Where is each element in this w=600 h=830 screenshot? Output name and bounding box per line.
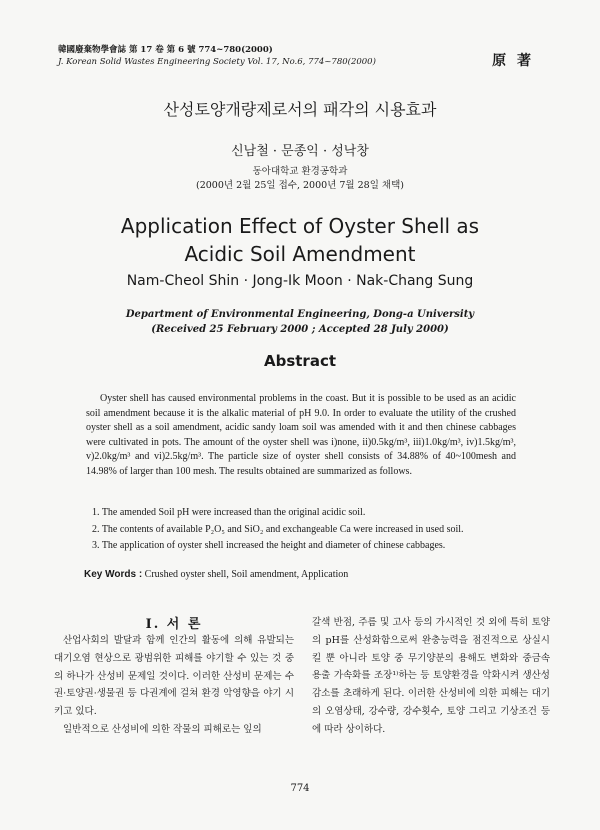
english-authors: Nam-Cheol Shin · Jong-Ik Moon · Nak-Chang Sung	[126, 273, 474, 289]
article-type-label: 原 著	[492, 53, 534, 69]
results-item: 1. The amended Soil pH were increased than the original acidic soil.	[92, 507, 366, 518]
left-column	[54, 632, 294, 739]
journal-citation-english: J. Korean Solid Wastes Engineering Society Vol. 17, No.6, 774~780(2000)	[58, 57, 376, 67]
results-item: 2. The contents of available P₂O₅ and SiO₂ and exchangeable Ca were increased in used soil.	[92, 523, 464, 535]
right-column	[312, 614, 550, 739]
korean-title: 산성토양개량제로서의 패각의 시용효과	[163, 100, 437, 119]
english-title-line2: Acidic Soil Amendment	[184, 242, 416, 266]
english-received-dates: (Received 25 February 2000 ; Accepted 28 July 2000)	[151, 324, 449, 335]
korean-received-dates: (2000년 2월 25일 접수, 2000년 7월 28일 채택)	[196, 180, 404, 191]
english-affiliation: Department of Environmental Engineering, Dong-a University	[125, 309, 475, 320]
korean-authors: 신남철 · 문종익 · 성낙창	[231, 144, 369, 159]
korean-affiliation-block	[0, 165, 600, 193]
abstract-body: Oyster shell has caused environmental problems in the coast. But it is possible to be used as an acidic soil amendment because it is the alkalic material of pH 9.0. In order to evaluate the utility of the crushed oyster shell as a soil amendment, acidic sandy loam soil was amended with it and then chinese cabbages were cultivated in pots. The amount of the oyster shell was i)none, ii)0.5kg/m³, iii)1.0kg/m³, iv)1.5kg/m³, v)2.0kg/m³ and vi)2.5kg/m³. The particle size of oyster shell consists of 34.88% of 40~100mesh and 14.98% of larger than 100 mesh. The results obtained are summarized as follows.	[86, 393, 516, 477]
results-list	[92, 505, 512, 555]
english-title	[0, 212, 600, 268]
journal-citation-korean: 韓國廢棄物學會誌 第 17 卷 第 6 號 774~780(2000)	[58, 45, 273, 55]
keywords-label: Key Words :	[84, 569, 143, 580]
section-heading: I. 서 론	[145, 617, 203, 632]
keywords-text: Crushed oyster shell, Soil amendment, Application	[144, 569, 349, 580]
keywords-line	[84, 569, 348, 580]
right-paragraph: 갈색 반점, 주름 및 고사 등의 가시적인 것 외에 특히 토양의 pH를 산성화함으로써 완충능력을 점진적으로 상실시킬 뿐 아니라 토양 중 무기양분의 용해도 변화와 중금속 용출 가속화를 조장¹⁾하는 등 토양환경을 악화시켜 생산성 감소를 초래하게 된다. 이러한 산성비에 의한 피해는 대기의 오염상태, 강수량, 강수횟수, 토양 그리고 기상조건 등에 따라 상이하다.	[312, 617, 550, 735]
results-item: 3. The application of oyster shell increased the height and diameter of chinese cabbages.	[92, 540, 446, 551]
abstract-heading: Abstract	[263, 352, 337, 370]
page-number: 774	[290, 783, 310, 794]
left-paragraph-2: 일반적으로 산성비에 의한 작물의 피해로는 잎의	[63, 723, 262, 735]
english-affiliation-block	[0, 307, 600, 337]
journal-citation	[58, 44, 376, 68]
left-paragraph-1: 산업사회의 발달과 함께 인간의 활동에 의해 유발되는 대기오염 현상으로 광범위한 피해를 야기할 수 있는 것 중의 하나가 산성비 문제일 것이다. 이러한 산성비 문제는 수권·토양권·생물권 등 다권계에 걸쳐 환경 악영향을 야기 시키고 있다.	[54, 635, 294, 718]
korean-affiliation: 동아대학교 환경공학과	[252, 166, 348, 177]
english-title-line1: Application Effect of Oyster Shell as	[120, 214, 480, 238]
